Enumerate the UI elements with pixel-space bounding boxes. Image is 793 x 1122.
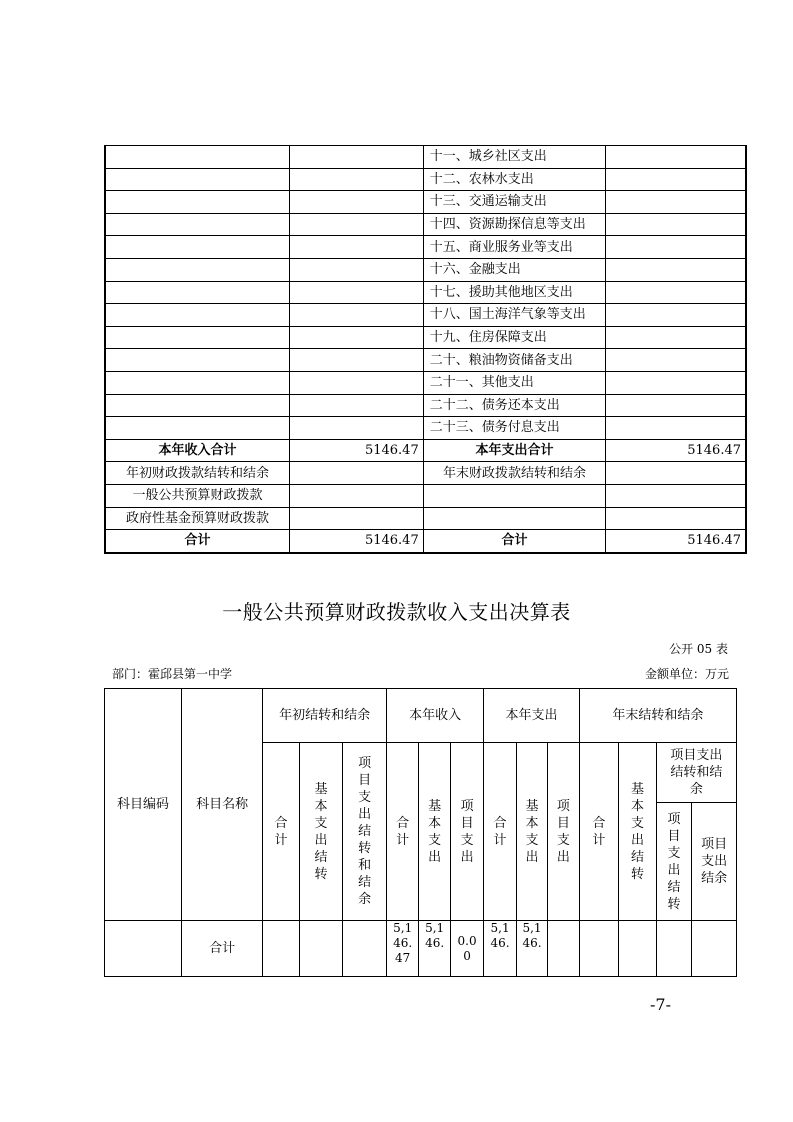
header-subject-code: 科目编码 [105,689,182,921]
table-row [105,921,737,977]
expense-item: 十九、住房保障支出 [423,326,606,349]
income-total-label: 本年收入合计 [105,439,290,462]
header-project-surplus: 项目支出结余 [701,837,728,886]
carryover-begin-label: 年初财政拨款结转和结余 [105,462,290,485]
income-expense-summary-table [104,145,747,554]
table-row [105,236,746,259]
table-row [105,213,746,236]
expense-item: 十三、交通运输支出 [423,191,606,214]
table-row [105,326,746,349]
income-total-cell: 5,146.47 [393,921,413,965]
grand-total-label-right: 合计 [423,530,606,553]
expense-item: 十四、资源勘探信息等支出 [423,213,606,236]
department-label: 部门：霍邱县第一中学 [112,667,233,681]
header-subject-name: 科目名称 [182,689,263,921]
expense-item: 二十一、其他支出 [423,371,606,394]
expense-item: 十七、援助其他地区支出 [423,281,606,304]
income-basic-cell: 5,146. [425,921,445,950]
income-expense-total-row [105,439,746,462]
income-total-value: 5146.47 [290,439,424,462]
carryover-end-label: 年末财政拨款结转和结余 [423,462,606,485]
header-begin-carryover: 年初结转和结余 [263,689,387,743]
table-row [105,394,746,417]
page-title: 一般公共预算财政拨款收入支出决算表 [222,600,571,624]
header-project-carry: 项目支出结转 [667,811,681,912]
expense-item: 二十、粮油物资储备支出 [423,349,606,372]
header-basic-carryover: 基本支出结转 [314,781,328,882]
table-row [105,146,746,169]
expense-basic-cell: 5,146. [522,921,542,950]
header-project-carryover-group: 项目支出结转和结余 [670,748,723,797]
income-project-cell: 0.00 [457,933,477,963]
table-row [105,281,746,304]
table-row [105,417,746,440]
header-income-project: 项目支出 [460,798,474,865]
header-income-basic: 基本支出 [428,798,442,865]
header-income-total: 合计 [396,815,410,848]
expense-item: 十五、商业服务业等支出 [423,236,606,259]
expense-total-cell: 5,146. [490,921,510,950]
expense-total-label: 本年支出合计 [423,439,606,462]
grand-total-value-right: 5146.47 [606,530,746,553]
expense-item: 十八、国土海洋气象等支出 [423,304,606,327]
table-row [105,304,746,327]
header-end-carryover: 年末结转和结余 [579,689,736,743]
grand-total-row [105,530,746,553]
expense-item: 十二、农林水支出 [423,168,606,191]
expense-item: 十一、城乡社区支出 [423,146,606,169]
header-project-carryover: 项目支出结转和结余 [358,756,372,907]
header-row-1 [105,689,737,743]
header-current-income: 本年收入 [386,689,483,743]
page-number: -7- [650,995,671,1014]
gov-fund-label: 政府性基金预算财政拨款 [105,507,290,530]
expense-item: 二十三、债务付息支出 [423,417,606,440]
unit-label: 金额单位：万元 [644,667,729,681]
table-row [105,371,746,394]
total-row-label: 合计 [182,921,263,977]
header-end-basic: 基本支出结转 [630,781,644,882]
header-expense-total: 合计 [493,815,507,848]
header-current-expense: 本年支出 [484,689,579,743]
gov-fund-row [105,507,746,530]
general-budget-row [105,484,746,507]
table-row [105,349,746,372]
budget-appropriation-table [104,688,737,977]
header-total: 合计 [274,815,288,848]
grand-total-value-left: 5146.47 [290,530,424,553]
grand-total-label-left: 合计 [105,530,290,553]
general-budget-label: 一般公共预算财政拨款 [105,484,290,507]
header-expense-basic: 基本支出 [525,798,539,865]
header-end-total: 合计 [592,815,606,848]
carryover-row [105,462,746,485]
table-row [105,168,746,191]
expense-total-value: 5146.47 [606,439,746,462]
table-row [105,191,746,214]
expense-item: 二十二、债务还本支出 [423,394,606,417]
header-expense-project: 项目支出 [556,798,570,865]
table-row [105,258,746,281]
expense-item: 十六、金融支出 [423,258,606,281]
form-code: 公开 05 表 [669,642,728,656]
